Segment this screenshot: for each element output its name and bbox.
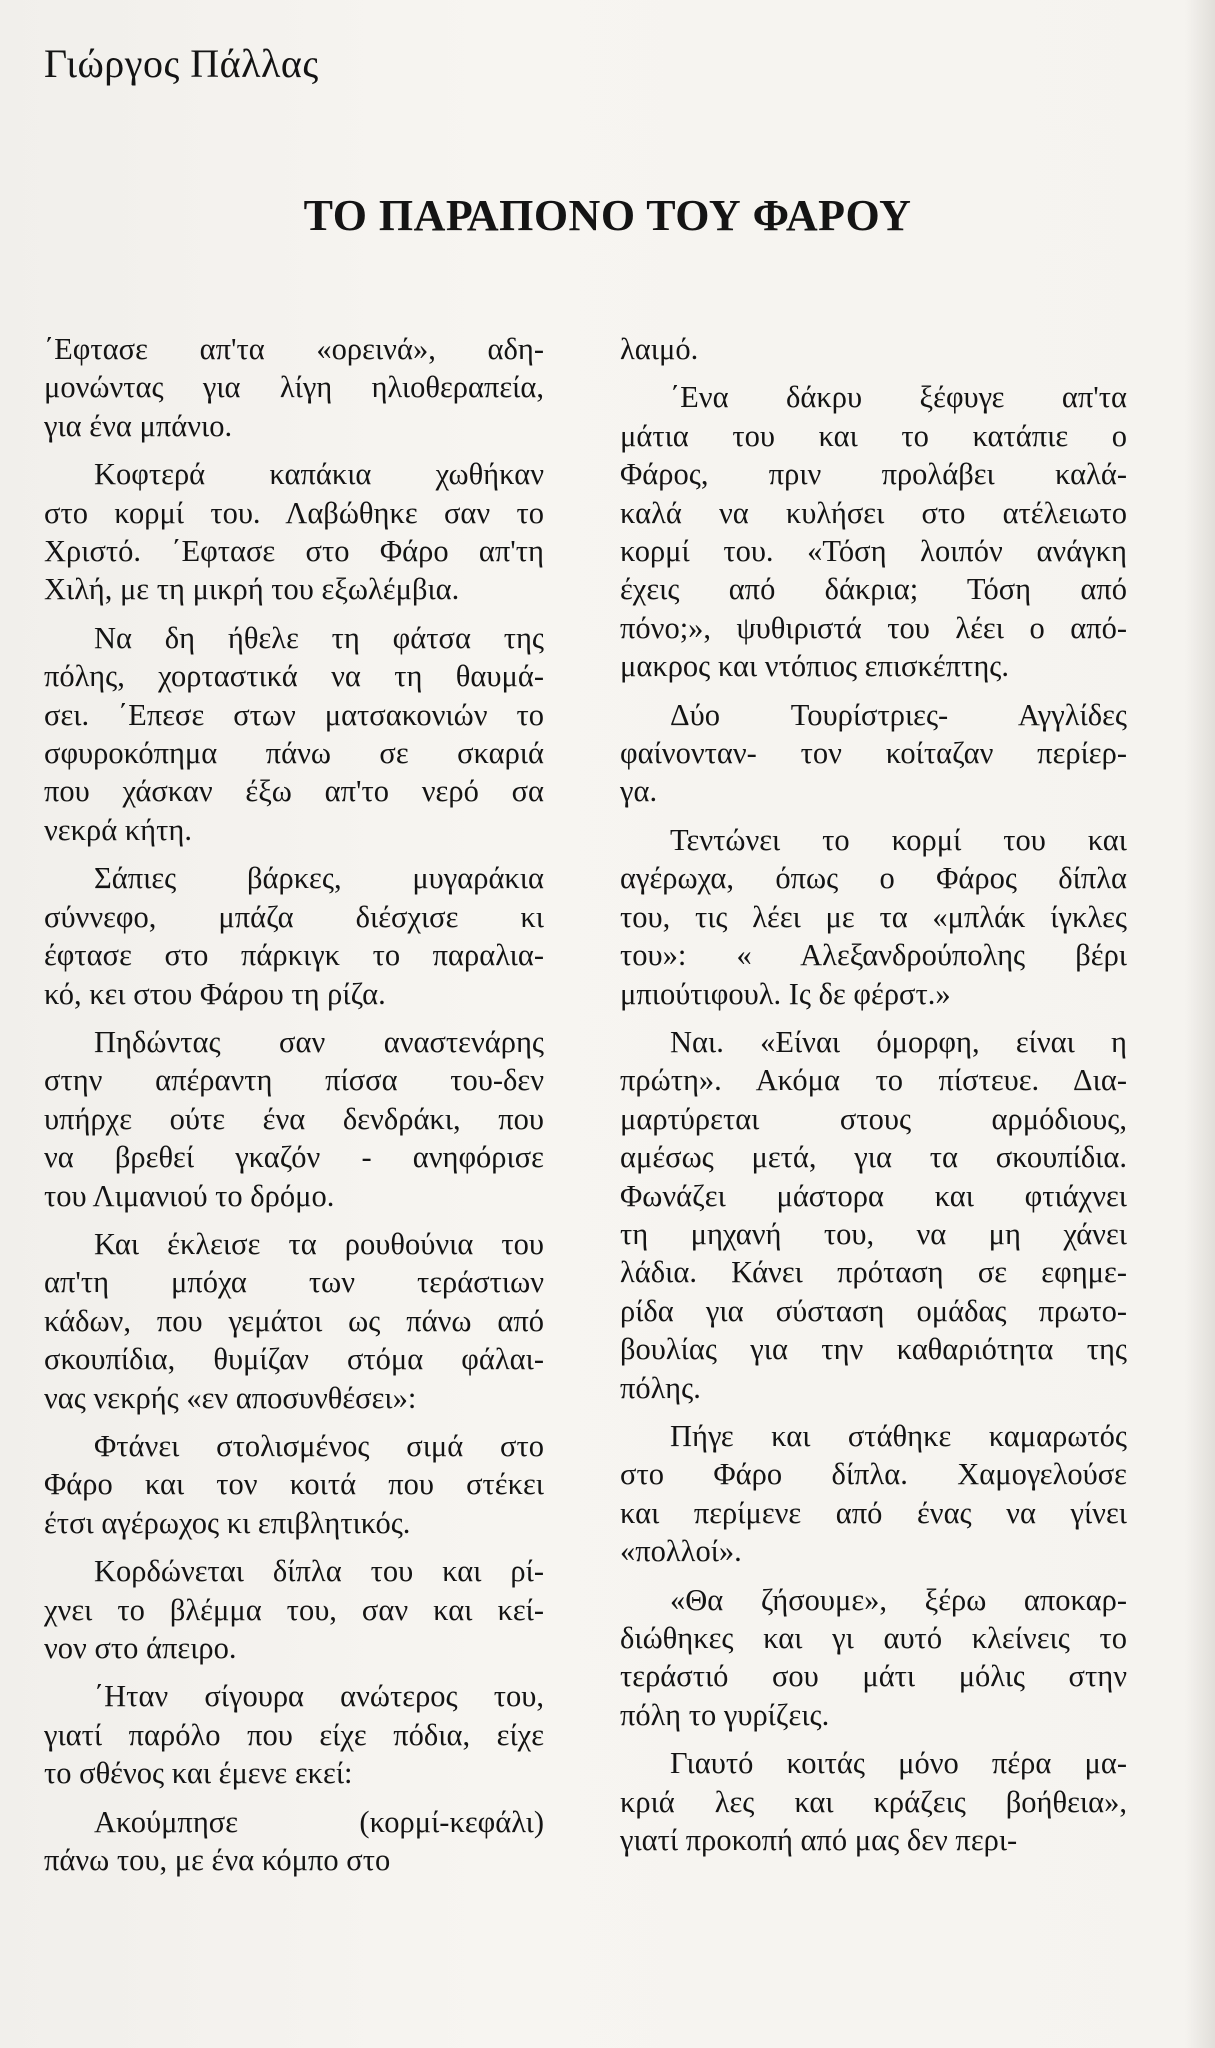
text-line: του»: « Αλεξανδρούπολης βέρι [620,938,1127,973]
text-line: Κοφτερά καπάκια χωθήκαν [94,457,544,492]
text-line: Σάπιες βάρκες, μυγαράκια [94,861,544,896]
text-line: Πήγε και στάθηκε καμαρωτός [670,1418,1127,1453]
text-line: Δύο Τουρίστριες- Αγγλίδες [670,697,1127,732]
paragraph [620,1417,1127,1571]
text-line: έχεις από δάκρια; Τόση από [620,572,1127,607]
text-line: πόλης, χορταστικά να τη θαυμά- [44,659,544,694]
text-line: στο κορμί του. Λαβώθηκε σαν το [44,495,544,530]
text-line: Πηδώντας σαν αναστενάρης [94,1024,544,1059]
paragraph [620,696,1127,811]
text-line: Φάρος, πριν προλάβει καλά- [620,457,1127,492]
text-line: τη μηχανή του, να μη χάνει [620,1216,1127,1251]
text-line: υπήρχε ούτε ένα δενδράκι, που [44,1101,544,1136]
text-line: Φάρο και τον κοιτά που στέκει [44,1467,544,1502]
text-line: γιατί προκοπή από μας δεν περι- [620,1823,1018,1858]
paragraph [620,330,1127,368]
paragraph [44,1023,544,1215]
paragraph [44,330,544,445]
text-line: κάδων, που γεμάτοι ως πάνω από [44,1303,544,1338]
text-line: Φτάνει στολισμένος σιμά στο [94,1428,544,1463]
text-line: έτσι αγέρωχος κι επιβλητικός. [44,1505,411,1540]
right-text-column [620,330,1127,1869]
author-name: Γιώργος Πάλλας [44,41,319,86]
text-line: Τεντώνει το κορμί του και [670,822,1127,857]
text-line: στο Φάρο δίπλα. Χαμογελούσε [620,1457,1127,1492]
article-title: ΤΟ ΠΑΡΑΠΟΝΟ ΤΟΥ ΦΑΡΟΥ [303,191,912,240]
text-line: κριά λες και κράζεις βοήθεια», [620,1784,1127,1819]
text-line: καλά να κυλήσει στο ατέλειωτο [620,495,1127,530]
text-line: ΄Ενα δάκρυ ξέφυγε απ'τα [670,380,1127,415]
text-line: βουλίας για την καθαριότητα της [620,1332,1127,1367]
text-line: πόνο;», ψυθιριστά του λέει ο από- [620,610,1127,645]
paragraph [44,619,544,849]
text-line: ΄Εφτασε απ'τα «ορεινά», αδη- [44,332,544,366]
text-line: το σθένος και έμενε εκεί: [44,1756,353,1791]
text-line: του Λιμανιού το δρόμο. [44,1178,335,1213]
paragraph [620,1581,1127,1735]
text-line: σκουπίδια, θυμίζαν στόμα φάλαι- [44,1342,544,1377]
text-line: νεκρά κήτη. [44,812,192,847]
text-line: έφτασε στο πάρκιγκ το παραλια- [44,938,544,973]
text-line: Χιλή, με τη μικρή του εξωλέμβια. [44,572,460,607]
text-line: για ένα μπάνιο. [44,408,233,443]
text-line: διώθηκες και γι αυτό κλείνεις το [620,1621,1127,1655]
text-line: πρώτη». Ακόμα το πίστευε. Δια- [620,1063,1127,1098]
text-line: «Θα ζήσουμε», ξέρω αποκαρ- [670,1582,1127,1617]
text-line: σύννεφο, μπάζα διέσχισε κι [44,899,544,934]
text-line: και περίμενε από ένας να γίνει [620,1495,1127,1530]
text-line: σφυροκόπημα πάνω σε σκαριά [44,736,544,771]
text-line: μαρτύρεται στους αρμόδιους, [620,1101,1127,1136]
paragraph [44,1677,544,1792]
paragraph [44,1427,544,1542]
paragraph [620,1744,1127,1859]
text-line: χνει το βλέμμα του, σαν και κεί- [44,1592,544,1627]
text-line: πάνω του, με ένα κόμπο στο [44,1843,391,1878]
text-line: Και έκλεισε τα ρουθούνια του [94,1226,544,1261]
text-line: κό, κει στου Φάρου τη ρίζα. [44,976,386,1011]
text-line: μονώντας για λίγη ηλιοθεραπεία, [44,370,544,405]
text-line: ρίδα για σύσταση ομάδας πρωτο- [620,1293,1127,1328]
text-line: Γιαυτό κοιτάς μόνο πέρα μα- [670,1746,1127,1781]
paragraph [44,1225,544,1417]
text-line: λαιμό. [620,332,699,366]
text-line: μπιούτιφουλ. Ις δε φέρστ.» [620,976,951,1011]
paragraph [44,1552,544,1667]
text-line: πόλης. [620,1370,701,1405]
text-line: Φωνάζει μάστορα και φτιάχνει [620,1178,1127,1213]
text-line: Χριστό. ΄Εφτασε στο Φάρο απ'τη [44,534,544,569]
text-line: του, τις λέει με τα «μπλάκ ίγκλες [620,899,1127,934]
text-line: πόλη το γυρίζεις. [620,1697,830,1732]
text-line: να βρεθεί γκαζόν - ανηφόρισε [44,1140,544,1175]
text-line: τεράστιό σου μάτι μόλις στην [620,1659,1127,1694]
text-line: νας νεκρής «εν αποσυνθέσει»: [44,1380,417,1415]
page-edge-shadow [1185,0,1215,2048]
text-line: Ακούμπησε (κορμί-κεφάλι) [94,1804,544,1839]
text-line: μακρος και ντόπιος επισκέπτης. [620,649,1009,684]
text-line: μάτια του και το κατάπιε ο [620,418,1127,453]
text-line: που χάσκαν έξω απ'το νερό σα [44,774,544,809]
text-line: φαίνονταν- τον κοίταζαν περίερ- [620,736,1127,771]
text-line: «πολλοί». [620,1534,742,1569]
text-line: νον στο άπειρο. [44,1631,237,1665]
paragraph [44,859,544,1013]
text-line: Ναι. «Είναι όμορφη, είναι η [670,1024,1127,1059]
paragraph [44,1803,544,1880]
text-line: κορμί του. «Τόση λοιπόν ανάγκη [620,534,1127,569]
text-line: αμέσως μετά, για τα σκουπίδια. [620,1140,1127,1175]
text-line: Να δη ήθελε τη φάτσα της [94,620,544,655]
text-line: ΄Ηταν σίγουρα ανώτερος του, [94,1679,544,1714]
text-line: λάδια. Κάνει πρόταση σε εφημε- [620,1255,1127,1290]
text-line: στην απέραντη πίσσα του-δεν [44,1063,544,1098]
text-line: γα. [620,774,658,809]
text-line: Κορδώνεται δίπλα του και ρί- [94,1554,544,1589]
left-text-column [44,330,544,1889]
paragraph [620,821,1127,1013]
text-line: αγέρωχα, όπως ο Φάρος δίπλα [620,861,1127,896]
text-line: σει. ΄Επεσε στων ματσακονιών το [44,697,544,732]
paragraph [620,378,1127,685]
text-line: απ'τη μπόχα των τεράστιων [44,1265,544,1300]
paragraph [620,1023,1127,1407]
text-line: γιατί παρόλο που είχε πόδια, είχε [44,1717,544,1752]
paragraph [44,455,544,609]
